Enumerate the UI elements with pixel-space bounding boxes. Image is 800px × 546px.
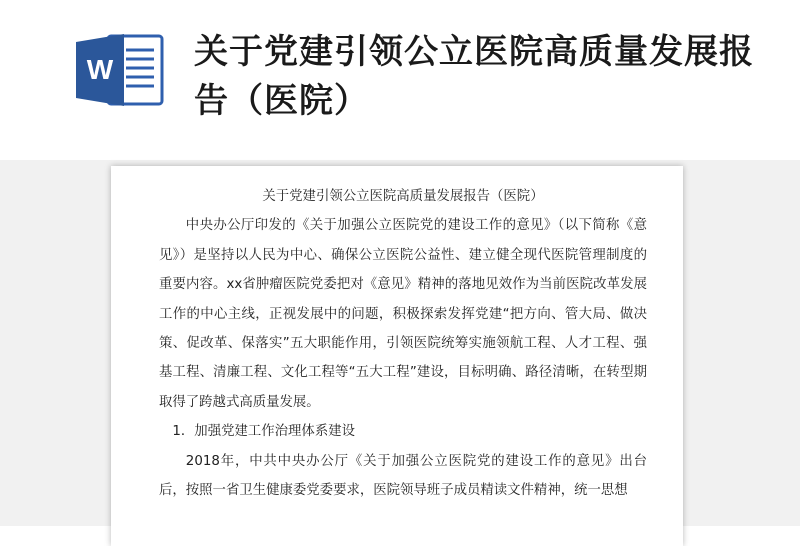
word-icon xyxy=(74,32,166,108)
section-heading: 1．加强党建工作治理体系建设 xyxy=(172,424,355,440)
paragraph-intro: 中央办公厅印发的《关于加强公立医院党的建设工作的意见》（以下简称《意见》）是坚持以人民为中心、确保公立医院公益性、建立健全现代医院管理制度的重要内容。xx省肿瘤医院党委把对《意见》精神的落地见效作为当前医院改革发展工作的中心主线，正视发展中的问题，积极探索发挥党建“把方向、管大局、做决策、促改革、保落实”五大职能作用，引领医院统筹实施领航工程、人才工程、强基工程、清廉工程、文化工程等“五大工程”建设，目标明确、路径清晰，在转型期取得了跨越式高质量发展。 xyxy=(159,218,647,410)
header-area xyxy=(0,0,800,160)
document-heading: 关于党建引领公立医院高质量发展报告（医院） xyxy=(194,32,754,121)
svg-text:W: W xyxy=(86,54,114,85)
page-title: 关于党建引领公立医院高质量发展报告（医院） xyxy=(262,189,544,204)
document-page xyxy=(111,166,683,546)
page-content xyxy=(159,182,647,505)
paragraph-section-1: 2018年，中共中央办公厅《关于加强公立医院党的建设工作的意见》出台后，按照一省卫生健康委党委要求，医院领导班子成员精读文件精神，统一思想 xyxy=(159,453,647,499)
